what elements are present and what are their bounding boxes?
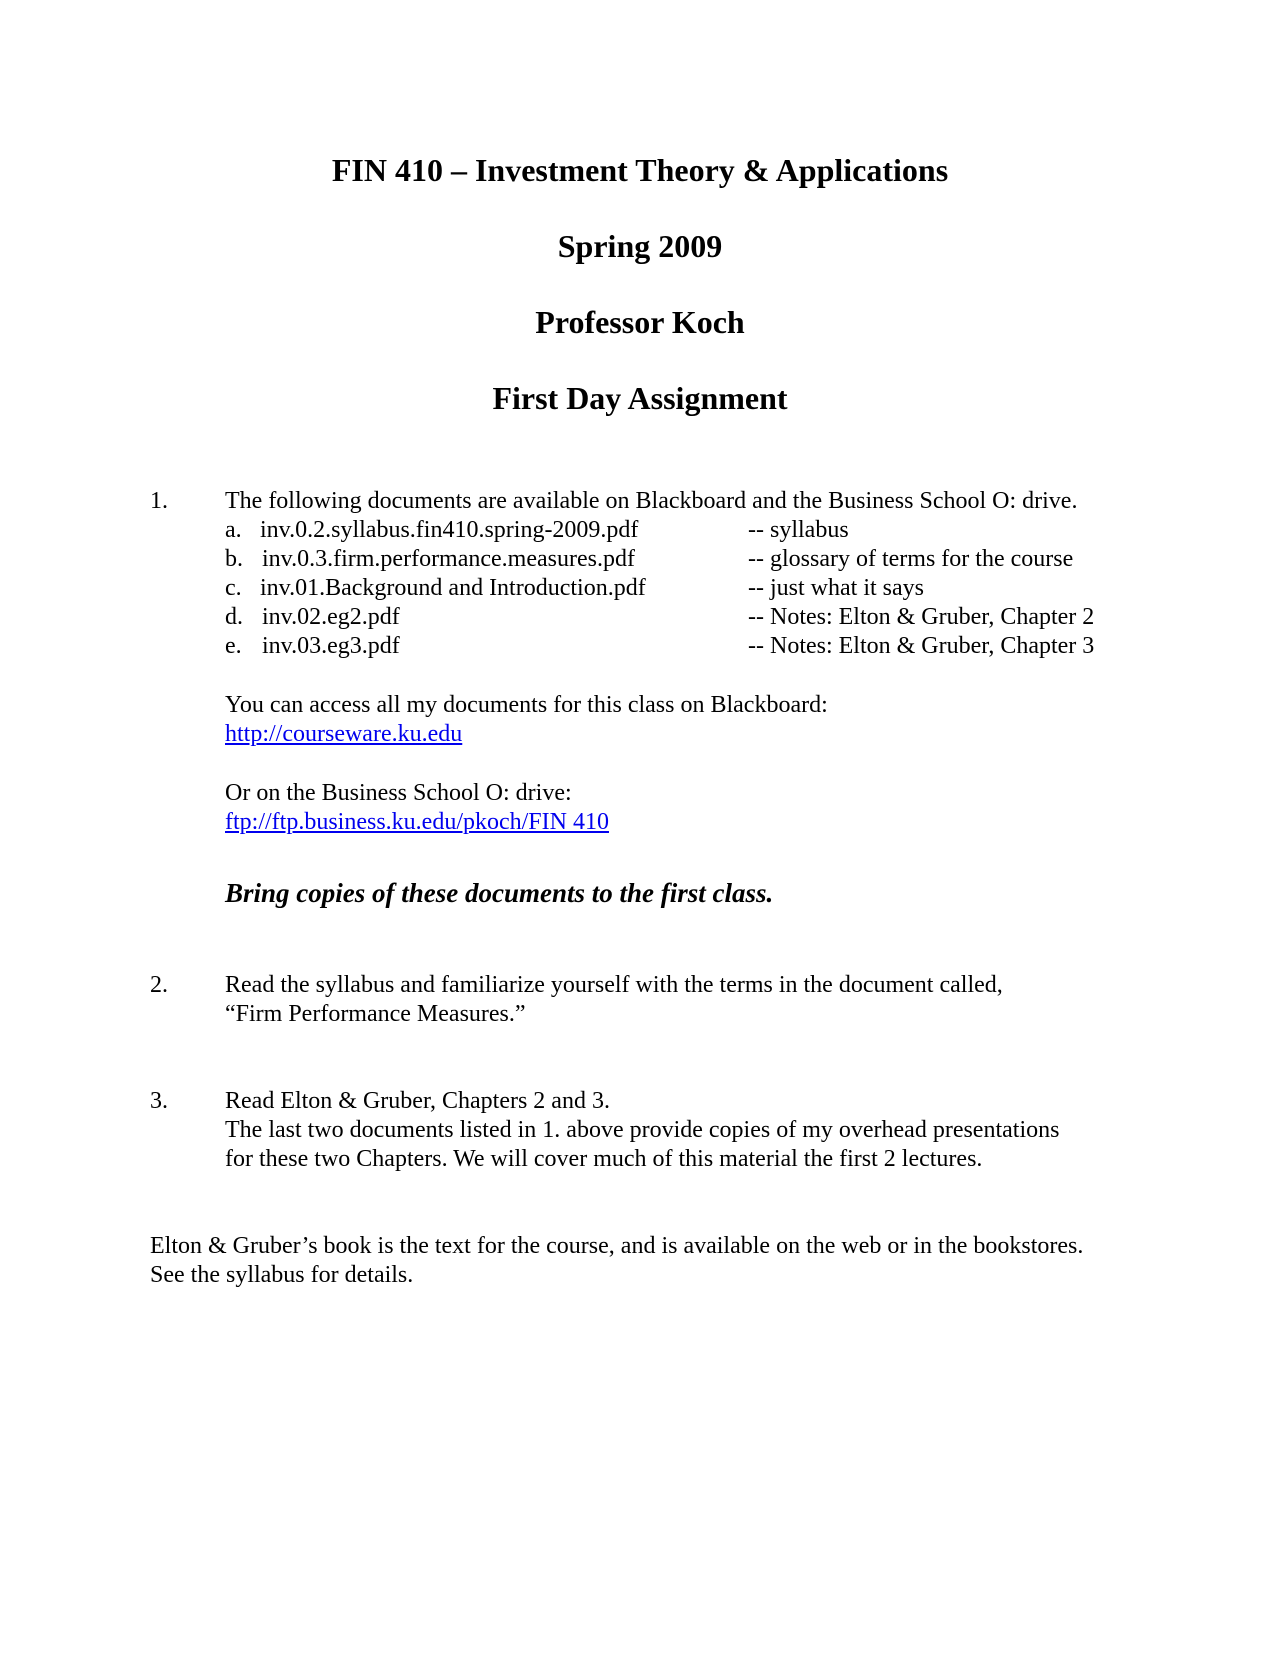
document-letter: d. — [225, 604, 243, 630]
document-filename: inv.0.3.firm.performance.measures.pdf — [262, 546, 635, 572]
document-description: -- syllabus — [748, 517, 849, 543]
professor-name: Professor Koch — [535, 304, 745, 340]
document-filename: inv.01.Background and Introduction.pdf — [260, 575, 646, 601]
document-description: -- glossary of terms for the course — [748, 546, 1074, 572]
document-letter: c. — [225, 575, 242, 601]
item-3-line-2: The last two documents listed in 1. above provide copies of my overhead presentations — [225, 1117, 1060, 1143]
footer-line-2: See the syllabus for details. — [150, 1262, 414, 1288]
item-1-intro: The following documents are available on Blackboard and the Business School O: drive. — [225, 488, 1078, 514]
term: Spring 2009 — [557, 228, 723, 264]
blackboard-link[interactable]: http://courseware.ku.edu — [225, 721, 463, 747]
course-title: FIN 410 – Investment Theory & Applications — [331, 152, 949, 188]
bring-copies-note: Bring copies of these documents to the first class. — [225, 878, 774, 908]
document-filename: inv.02.eg2.pdf — [262, 604, 400, 630]
document-letter: b. — [225, 546, 243, 572]
document-description: -- just what it says — [748, 575, 924, 601]
document-filename: inv.0.2.syllabus.fin410.spring-2009.pdf — [260, 517, 639, 543]
document-description: -- Notes: Elton & Gruber, Chapter 3 — [748, 633, 1095, 659]
document-letter: a. — [225, 517, 242, 543]
item-2-number: 2. — [150, 972, 168, 998]
assignment-title: First Day Assignment — [492, 380, 788, 416]
item-3-line-1: Read Elton & Gruber, Chapters 2 and 3. — [225, 1088, 610, 1114]
item-1-number: 1. — [150, 488, 168, 514]
odrive-link[interactable]: ftp://ftp.business.ku.edu/pkoch/FIN 410 — [225, 809, 609, 835]
document-filename: inv.03.eg3.pdf — [262, 633, 400, 659]
item-3-number: 3. — [150, 1088, 168, 1114]
blackboard-text: You can access all my documents for this class on Blackboard: — [225, 692, 828, 718]
item-2-line-2: “Firm Performance Measures.” — [225, 1001, 526, 1027]
item-3-line-3: for these two Chapters. We will cover much of this material the first 2 lectures. — [225, 1146, 983, 1172]
footer-line-1: Elton & Gruber’s book is the text for the course, and is available on the web or in the bookstores. — [150, 1233, 1084, 1259]
item-2-line-1: Read the syllabus and familiarize yourself with the terms in the document called, — [225, 972, 1003, 998]
document-letter: e. — [225, 633, 242, 659]
document-description: -- Notes: Elton & Gruber, Chapter 2 — [748, 604, 1095, 630]
odrive-text: Or on the Business School O: drive: — [225, 780, 572, 806]
